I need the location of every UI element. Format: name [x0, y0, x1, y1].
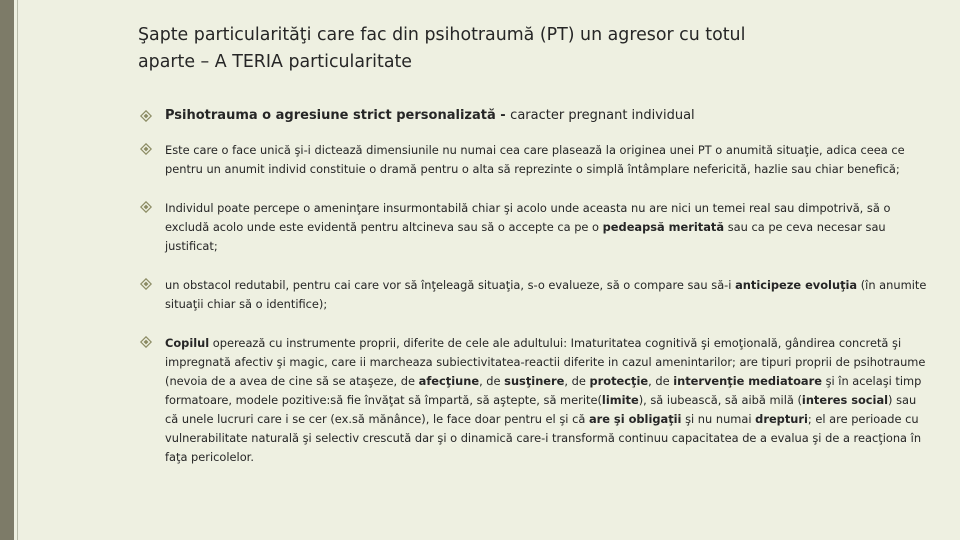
bullet-text-part: ) sau că unele lucruri care i se cer (ex.să mănânce), le face doar pentru el şi că: [165, 393, 917, 426]
bullet-text-part: limite: [601, 393, 639, 407]
bullet-text-part: afecţiune: [418, 374, 480, 388]
bullet-text-part: interes social: [801, 393, 889, 407]
bullet-text-part: susţinere: [504, 374, 565, 388]
bullet-text-part: anticipeze evoluţia: [735, 278, 858, 292]
bullet-text-part: sau ca pe ceva necesar sau justificat;: [165, 220, 886, 253]
diamond-outline-icon: [140, 110, 152, 122]
bullet-item: [140, 276, 932, 314]
bullet-item: [140, 334, 932, 467]
bullet-text-part: are şi obligaţii: [588, 412, 682, 426]
bullet-list: [140, 106, 932, 487]
bullet-text-part: Individul poate percepe o ameninţare insurmontabilă chiar şi acolo unde aceasta nu are nici un temei real sau dimpotrivă, să o excludă acolo unde este evidentă pentru altcineva sau să o accepte ca pe o: [165, 201, 891, 234]
diamond-outline-icon: [140, 336, 152, 348]
diamond-outline-icon: [140, 278, 152, 290]
bullet-text-part: Psihotrauma o agresiune strict personalizată -: [165, 108, 511, 123]
bullet-text-part: (în anumite situaţii chiar să o identifice);: [165, 278, 927, 311]
bullet-item: [140, 106, 932, 126]
bullet-text: [165, 199, 932, 256]
bullet-text-part: pedeapsă meritată: [602, 220, 725, 234]
bullet-text-part: protecţie: [589, 374, 649, 388]
bullet-text-part: , de: [648, 374, 674, 388]
bullet-text: [165, 106, 932, 126]
bullet-text-part: şi nu numai: [681, 412, 756, 426]
bullet-text-part: intervenţie mediatoare: [673, 374, 822, 388]
bullet-text-part: Este care o face unică şi-i dictează dimensiunile nu numai cea care plasează la originea unei PT o anumită situaţie, adica ceea ce pentru un anumit individ constituie o dramă pentru o alta să reprezinte o simplă întâmplare nefericită, hazlie sau chiar benefică;: [165, 143, 905, 176]
bullet-text-part: ), să iubească, să aibă milă (: [638, 393, 802, 407]
left-decorative-band: [0, 0, 14, 540]
bullet-text-part: operează cu instrumente proprii, diferite de cele ale adultului: Imaturitatea cognitivă şi emoţională, gândirea concretă şi impregnată afectiv şi magic, care ii marcheaza subiectivitatea-reactii diferite in cazul amenintarilor; are tipuri proprii de psihotraume (nevoia de a avea de cine să se ataşeze, de: [165, 336, 926, 388]
bullet-text: [165, 334, 932, 467]
slide-title-line-2: aparte – A TERIA particularitate: [138, 52, 412, 72]
bullet-text-part: caracter pregnant individual: [510, 108, 695, 123]
bullet-text-part: , de: [564, 374, 590, 388]
bullet-text-part: , de: [479, 374, 505, 388]
diamond-outline-icon: [140, 143, 152, 155]
slide-title: [138, 22, 878, 76]
bullet-text-part: şi în acelaşi timp formatoare, modele pozitive:să fie învăţat să împartă, să aştepte, să merite(: [165, 374, 922, 407]
left-decorative-line: [17, 0, 18, 540]
bullet-item: [140, 141, 932, 179]
bullet-item: [140, 199, 932, 256]
bullet-text-part: un obstacol redutabil, pentru cai care vor să înţeleagă situaţia, s-o evalueze, să o compare sau să-i: [165, 278, 736, 292]
slide-title-line-1: Şapte particularităţi care fac din psihotraumă (PT) un agresor cu totul: [138, 25, 746, 45]
bullet-text-part: ; el are perioade cu vulnerabilitate naturală şi selectiv crescută dar şi o dinamică care-i transformă continuu capacitatea de a evalua şi de a reacţiona în faţa pericolelor.: [165, 412, 922, 464]
bullet-text-part: drepturi: [755, 412, 808, 426]
bullet-text: [165, 276, 932, 314]
bullet-text-part: Copilul: [165, 336, 210, 350]
diamond-outline-icon: [140, 201, 152, 213]
bullet-text: [165, 141, 932, 179]
